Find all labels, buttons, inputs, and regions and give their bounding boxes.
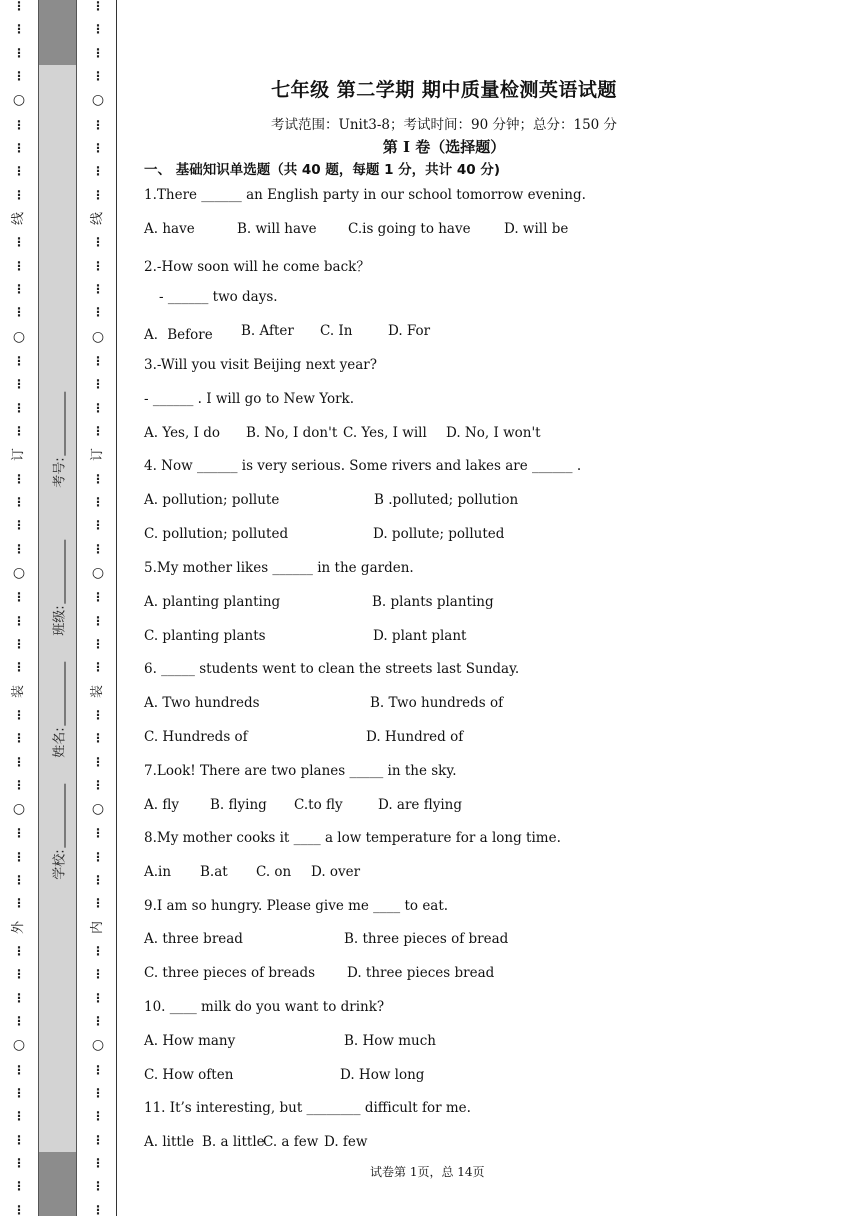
class-field: 班级: [48,539,67,635]
question-stem: 11. It’s interesting, but ________ difficult for me. [144,1100,471,1116]
option: B. three pieces of bread [344,931,509,947]
binding-dots: ⋮ [13,258,25,273]
binding-dots: ⋮ [13,1014,25,1029]
option: D. How long [340,1067,425,1083]
binding-dots: ⋮ [92,707,104,722]
binding-label: 外 [11,920,27,934]
option: D. will be [504,221,569,237]
binding-dots: ⋮ [92,353,104,368]
binding-dots: ⋮ [13,117,25,132]
option: D. are flying [378,797,462,813]
binding-label: 装 [11,684,27,698]
binding-dots: ⋮ [13,541,25,556]
option: C. three pieces of breads [144,965,316,981]
binding-dots: ⋮ [92,849,104,864]
binding-dots: ⋮ [92,590,104,605]
binding-dots: ⋮ [13,849,25,864]
binding-circle: ○ [91,92,105,109]
binding-dots: ⋮ [92,613,104,628]
option: C. pollution; polluted [144,526,289,542]
option: D. three pieces bread [347,965,495,981]
binding-dots: ⋮ [13,0,25,13]
binding-circle: ○ [91,564,105,581]
page-title: 七年级 第二学期 期中质量检测英语试题 [271,79,617,101]
question-stem: 8.My mother cooks it ____ a low temperature for a long time. [144,830,561,846]
option: B. will have [237,221,317,237]
binding-dots: ⋮ [92,731,104,746]
option: C.is going to have [348,221,471,237]
binding-dots: ⋮ [13,400,25,415]
binding-dots: ⋮ [13,423,25,438]
exam-number-field: 考号: [48,391,67,487]
exam-info: 考试范围：Unit3-8；考试时间：90 分钟；总分：150 分 [270,117,618,133]
binding-dots: ⋮ [13,140,25,155]
binding-dots: ⋮ [92,305,104,320]
binding-dots: ⋮ [92,45,104,60]
binding-dots: ⋮ [92,660,104,675]
binding-dots: ⋮ [92,400,104,415]
binding-dots: ⋮ [92,518,104,533]
option: A. How many [144,1033,236,1049]
binding-dots: ⋮ [92,754,104,769]
option: C. a few [263,1134,319,1150]
binding-circle: ○ [91,328,105,345]
binding-dots: ⋮ [13,754,25,769]
option: D. pollute; polluted [373,526,505,542]
binding-dots: ⋮ [13,707,25,722]
option: B. plants planting [372,594,494,610]
binding-dots: ⋮ [13,826,25,841]
binding-dots: ⋮ [92,944,104,959]
option: B .polluted; pollution [374,492,519,508]
option: B. a little [202,1134,265,1150]
binding-circle: ○ [12,328,26,345]
binding-dots: ⋮ [92,140,104,155]
option: A. pollution; pollute [144,492,280,508]
binding-dots: ⋮ [13,187,25,202]
option: A．Before [144,327,213,343]
binding-dots: ⋮ [13,235,25,250]
option: D. few [324,1134,368,1150]
binding-label: 装 [90,684,106,698]
option: A. fly [144,797,179,813]
binding-dots: ⋮ [92,281,104,296]
binding-circle: ○ [91,801,105,818]
binding-dots: ⋮ [13,896,25,911]
binding-dots: ⋮ [92,1202,104,1217]
question-stem: 4. Now ______ is very serious. Some rivers and lakes are ______ . [144,458,582,474]
question-stem-reply: - ______ two days. [159,289,278,305]
binding-dots: ⋮ [92,187,104,202]
binding-dots: ⋮ [13,777,25,792]
binding-circle: ○ [12,801,26,818]
option: B. No, I don't [246,425,338,441]
option: A. Yes, I do [144,425,220,441]
binding-dots: ⋮ [92,258,104,273]
binding-dots: ⋮ [13,1062,25,1077]
binding-dots: ⋮ [13,1156,25,1171]
binding-dots: ⋮ [13,471,25,486]
binding-label: 订 [11,448,27,462]
binding-circle: ○ [12,1037,26,1054]
inner-binding-strip [80,0,116,1216]
option: B.at [200,864,228,880]
binding-label: 内 [90,920,106,934]
binding-dots: ⋮ [13,1202,25,1217]
option: B. flying [210,797,267,813]
binding-dots: ⋮ [92,896,104,911]
binding-dots: ⋮ [92,967,104,982]
binding-dots: ⋮ [92,777,104,792]
binding-label: 线 [11,211,27,225]
binding-dots: ⋮ [13,613,25,628]
option: D. No, I won't [446,425,541,441]
binding-dots: ⋮ [13,731,25,746]
binding-dots: ⋮ [92,164,104,179]
binding-dots: ⋮ [13,518,25,533]
binding-dots: ⋮ [92,68,104,83]
binding-label: 订 [90,448,106,462]
section-heading: 第 I 卷（选择题） [382,138,506,156]
option: C. Yes, I will [343,425,427,441]
binding-dots: ⋮ [13,1086,25,1101]
binding-dots: ⋮ [92,990,104,1005]
question-stem: 9.I am so hungry. Please give me ____ to eat. [144,898,449,914]
binding-dots: ⋮ [13,967,25,982]
binding-dots: ⋮ [13,1109,25,1124]
binding-dots: ⋮ [13,1132,25,1147]
option: C. In [320,323,353,339]
binding-dots: ⋮ [13,590,25,605]
option: A. Two hundreds [144,695,260,711]
option: B. After [241,323,294,339]
option: D. For [388,323,431,339]
binding-dots: ⋮ [92,826,104,841]
binding-dots: ⋮ [13,636,25,651]
binding-dots: ⋮ [13,305,25,320]
question-stem: 6. _____ students went to clean the streets last Sunday. [144,661,520,677]
binding-circle: ○ [91,1037,105,1054]
option: C.to fly [294,797,343,813]
binding-dots: ⋮ [92,1132,104,1147]
binding-circle: ○ [12,92,26,109]
binding-dots: ⋮ [13,68,25,83]
binding-dots: ⋮ [92,235,104,250]
option: A. planting planting [144,594,281,610]
binding-dots: ⋮ [92,423,104,438]
outer-binding-strip [0,0,38,1216]
option: A. little [144,1134,195,1150]
option: C. on [256,864,292,880]
option: D. over [311,864,361,880]
binding-dots: ⋮ [92,1156,104,1171]
binding-dots: ⋮ [13,990,25,1005]
option: B. How much [344,1033,437,1049]
binding-dots: ⋮ [13,377,25,392]
binding-dots: ⋮ [92,471,104,486]
binding-dots: ⋮ [13,353,25,368]
binding-dots: ⋮ [92,1014,104,1029]
option: B. Two hundreds of [370,695,504,711]
binding-dots: ⋮ [13,164,25,179]
option: C. How often [144,1067,234,1083]
binding-dots: ⋮ [13,944,25,959]
binding-dots: ⋮ [92,377,104,392]
option: D. plant plant [373,628,467,644]
question-stem: 3.-Will you visit Beijing next year? [144,357,377,373]
school-field: 学校: [48,783,67,879]
option: C. planting plants [144,628,266,644]
question-stem: 1.There ______ an English party in our school tomorrow evening. [144,187,586,203]
binding-dots: ⋮ [92,0,104,13]
binding-dots: ⋮ [13,22,25,37]
option: A. have [144,221,195,237]
option: A. three bread [144,931,243,947]
question-stem: 5.My mother likes ______ in the garden. [144,560,414,576]
part-heading: 一、 基础知识单选题（共 40 题，每题 1 分，共计 40 分) [144,162,501,178]
binding-label: 线 [90,211,106,225]
binding-dots: ⋮ [13,45,25,60]
binding-dots: ⋮ [92,636,104,651]
binding-dots: ⋮ [13,660,25,675]
option: D. Hundred of [366,729,464,745]
option: C. Hundreds of [144,729,248,745]
binding-dots: ⋮ [13,1179,25,1194]
binding-dots: ⋮ [92,1086,104,1101]
name-field: 姓名: [48,661,67,757]
question-stem: 7.Look! There are two planes _____ in the sky. [144,763,457,779]
option: A.in [144,864,172,880]
binding-dots: ⋮ [92,1109,104,1124]
question-stem: 10. ____ milk do you want to drink? [144,999,385,1015]
binding-dots: ⋮ [92,873,104,888]
binding-dots: ⋮ [92,541,104,556]
page-footer: 试卷第 1页，总 14页 [370,1165,485,1179]
binding-dots: ⋮ [92,22,104,37]
binding-dots: ⋮ [92,1062,104,1077]
binding-dots: ⋮ [13,873,25,888]
question-stem-reply: - ______ . I will go to New York. [144,391,354,407]
binding-dots: ⋮ [13,494,25,509]
binding-dots: ⋮ [92,117,104,132]
binding-dots: ⋮ [92,1179,104,1194]
binding-circle: ○ [12,564,26,581]
binding-dots: ⋮ [92,494,104,509]
student-info-fields [38,0,77,1216]
question-stem: 2.-How soon will he come back？ [144,259,370,275]
binding-dots: ⋮ [13,281,25,296]
binding-line [116,0,117,1216]
